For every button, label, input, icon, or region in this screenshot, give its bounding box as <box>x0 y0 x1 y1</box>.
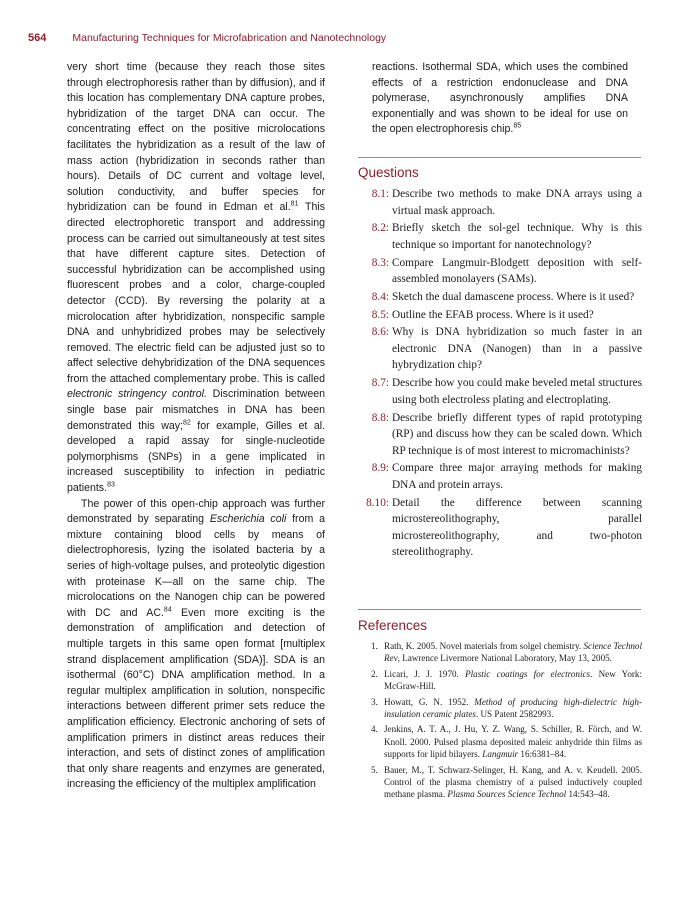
left-column <box>67 60 325 793</box>
question-item: 8.1: Describe two methods to make DNA arrays using a virtual mask approach. <box>371 188 642 217</box>
citation-83: 83 <box>107 481 115 489</box>
reference-item: 4. Jenkins, A. T. A., J. Hu, Y. Z. Wang, S. Schiller, R. Förch, and W. Knoll. 2000. Pulsed plasma deposited maleic anhydride thin films as supports for lipid bilayers. Langmuir 16:6381–84. <box>371 724 642 760</box>
questions-heading: Questions <box>358 165 419 180</box>
page-number: 564 <box>28 32 47 44</box>
question-item: 8.3: Compare Langmuir-Blodgett deposition with self-assembled monolayers (SAMs). <box>371 256 642 286</box>
body-paragraph: The power of this open-chip approach was further demonstrated by separating Escherichia coli from a mixture containing blood cells by means of dielectrophoresis, lyzing the isolated bacteria by a series of high-voltage pulses, and proteolytic digestion with proteinase K—all on the same chip. The microlocations on the Nanogen chip can be powered with DC and AC.$^{84}$ Even more exciting is the demonstration of amplification and detection of multiple targets in this same open format [multiplex strand displacement amplification (SDA)]. SDA is an isothermal (60°C) DNA amplification method. In a regular multiplex amplification in solution, nonspecific interactions between different primer sets reduce the amplification efficiency. Electronic anchoring of sets of amplification primers in distinct areas reduces their interaction, and sets of distinct zones of amplification that only share reagents and enzymes are generated, increasing the efficiency of the multiplex amplification <box>67 497 325 791</box>
question-item: 8.7: Describe how you could make beveled metal structures using both electroless plating and electroplating. <box>371 377 643 406</box>
right-column-continuation: reactions. Isothermal SDA, which uses the combined effects of a restriction endonuclease and DNA polymerase, asynchronously amplifies DNA exponentially and was shown to be ideal for use on the open electrophoresis chip.$^{85}$ <box>372 61 628 136</box>
reference-item: 2. Licari, J. J. 1970. Plastic coatings for electronics. New York: McGraw-Hill. <box>371 668 642 692</box>
running-header <box>28 32 386 44</box>
question-item: 8.9: Compare three major arraying methods for making DNA and protein arrays. <box>371 462 642 491</box>
question-item: 8.6: Why is DNA hybridization so much faster in an electronic DNA (Nanogen) than in a passive hybrydization chip? <box>371 326 642 372</box>
citation-81: 81 <box>290 200 299 208</box>
question-item: 8.8: Describe briefly different types of rapid prototyping (RP) and discuss how they can be scaled down. Which RP technique is of most interest to micromachinists? <box>371 411 642 457</box>
section-divider <box>358 157 641 158</box>
citation-82: 82 <box>183 419 191 427</box>
question-item: 8.5: Outline the EFAB process. Where is it used? <box>371 308 594 321</box>
reference-item: 3. Howatt, G. N. 1952. Method of producing high-dielectric high-insulation ceramic plates. US Patent 2582993. <box>371 696 642 720</box>
citation-85: 85 <box>513 122 522 130</box>
reference-item: 1. Rath, K. 2005. Novel materials from solgel chemistry. Science Technol Rev, Lawrence Livermore National Laboratory, May 13, 2005. <box>371 641 642 664</box>
question-item: 8.4: Sketch the dual damascene process. Where is it used? <box>371 290 635 303</box>
reference-item: 5. Bauer, M., T. Schwarz-Selinger, H. Kang, and A. v. Keudell. 2005. Control of the plasma chemistry of a pulsed inductively coupled methane plasma. Plasma Sources Science Technol 14:543–48. <box>371 764 642 800</box>
questions-list <box>358 186 642 562</box>
references-heading: References <box>358 618 428 633</box>
body-paragraph: very short time (because they reach those sites through electrophoresis rather than by diffusion), and if this location has complementary DNA capture probes, hybridization of the target DNA can occur. The concentrating effect on the positive microlocations facilitates the hybridization as a result of the law of mass action (hybridization in seconds rather than hours). Details of DC current and voltage level, solution conductivity, and buffer species for hybridization can be found in Edman et al.$^{81}$ This directed electrophoretic transport and addressing process can be carried out simultaneously at test sites that have different capture sites. Detection of successful hybridization can be accomplished using fluorescent probes and a color, charge-coupled detector (CCD). By reversing the polarity at a microlocation after hybridization, nonspecific sample DNA and unhybridized probes may be selectively removed. The electric field can be adjusted just so to affect selective dehybridization of the DNA sequences from the attached complementary probe. This is called electronic stringency control. Discrimination between single base pair mismatches in DNA has been demonstrated this way;$^{82}$ for example, Gilles et al. developed a rapid assay for single-nucleotide polymorphisms (SNPs) in a gene implicated in increased susceptibility to infection in pediatric patients.$^{83}$ <box>67 61 326 495</box>
question-item: 8.10: Detail the difference between scanning microstereolithography, parallel microstereolithography, and two-photon stereolithography. <box>366 496 642 559</box>
section-divider <box>358 609 641 610</box>
running-title: Manufacturing Techniques for Microfabrication and Nanotechnology <box>72 32 387 44</box>
citation-84: 84 <box>163 606 172 614</box>
question-item: 8.2: Briefly sketch the sol-gel technique. Why is this technique so important for nanotechnology? <box>371 222 642 251</box>
references-list <box>371 640 642 804</box>
